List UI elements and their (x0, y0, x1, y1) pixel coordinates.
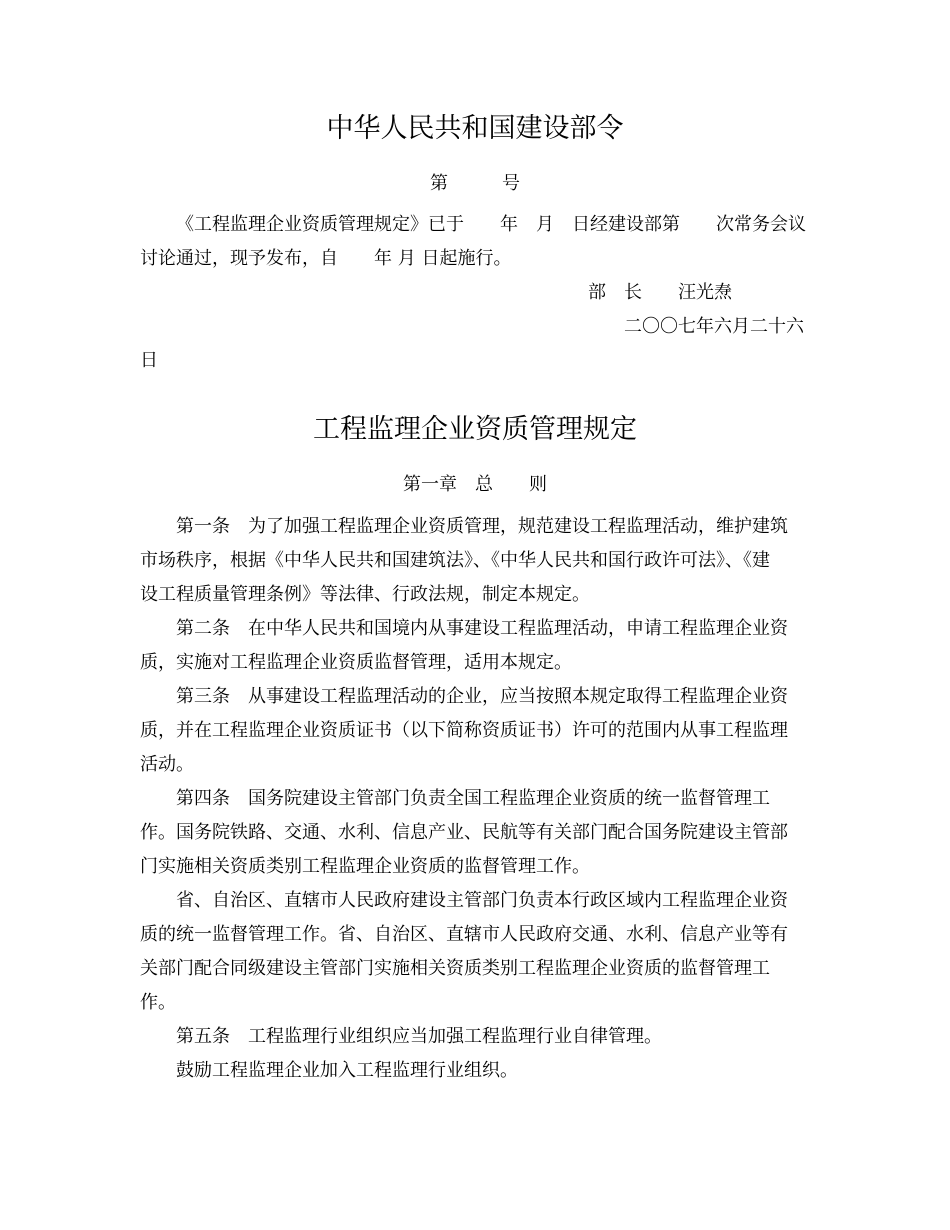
article-line: 门实施相关资质类别工程监理企业资质的监督管理工作。 (140, 856, 590, 877)
date-line-continued: 日 (140, 350, 158, 371)
article-line: 作。 (140, 992, 176, 1013)
order-paragraph-line: 讨论通过，现予发布，自 年 月 日起施行。 (140, 248, 512, 269)
article-line: 第三条 从事建设工程监理活动的企业，应当按照本规定取得工程监理企业资 (176, 686, 788, 707)
article-line: 关部门配合同级建设主管部门实施相关资质类别工程监理企业资质的监督管理工 (140, 958, 770, 979)
article-line: 活动。 (140, 754, 194, 775)
article-line: 第二条 在中华人民共和国境内从事建设工程监理活动，申请工程监理企业资 (176, 618, 788, 639)
order-paragraph-line: 《工程监理企业资质管理规定》已于 年 月 日经建设部第 次常务会议 (176, 214, 806, 235)
article-line: 质，实施对工程监理企业资质监督管理，适用本规定。 (140, 652, 572, 673)
order-number: 第 号 (430, 173, 520, 194)
article-line: 第一条 为了加强工程监理企业资质管理，规范建设工程监理活动，维护建筑 (176, 516, 788, 537)
date-line: 二〇〇七年六月二十六 (624, 316, 804, 337)
article-line: 鼓励工程监理企业加入工程监理行业组织。 (176, 1060, 518, 1081)
article-line: 第四条 国务院建设主管部门负责全国工程监理企业资质的统一监督管理工 (176, 788, 770, 809)
regulation-title: 工程监理企业资质管理规定 (313, 414, 637, 445)
article-line: 省、自治区、直辖市人民政府建设主管部门负责本行政区域内工程监理企业资 (176, 890, 788, 911)
article-line: 质，并在工程监理企业资质证书（以下简称资质证书）许可的范围内从事工程监理 (140, 720, 788, 741)
article-line: 作。国务院铁路、交通、水利、信息产业、民航等有关部门配合国务院建设主管部 (140, 822, 788, 843)
article-line: 市场秩序，根据《中华人民共和国建筑法》、《中华人民共和国行政许可法》、《建 (140, 550, 770, 571)
article-line: 设工程质量管理条例》等法律、行政法规，制定本规定。 (140, 584, 590, 605)
signer-line: 部 长 汪光焘 (588, 282, 732, 303)
order-title: 中华人民共和国建设部令 (326, 113, 624, 144)
article-line: 第五条 工程监理行业组织应当加强工程监理行业自律管理。 (176, 1026, 662, 1047)
chapter-heading: 第一章 总 则 (403, 474, 547, 495)
article-line: 质的统一监督管理工作。省、自治区、直辖市人民政府交通、水利、信息产业等有 (140, 924, 788, 945)
